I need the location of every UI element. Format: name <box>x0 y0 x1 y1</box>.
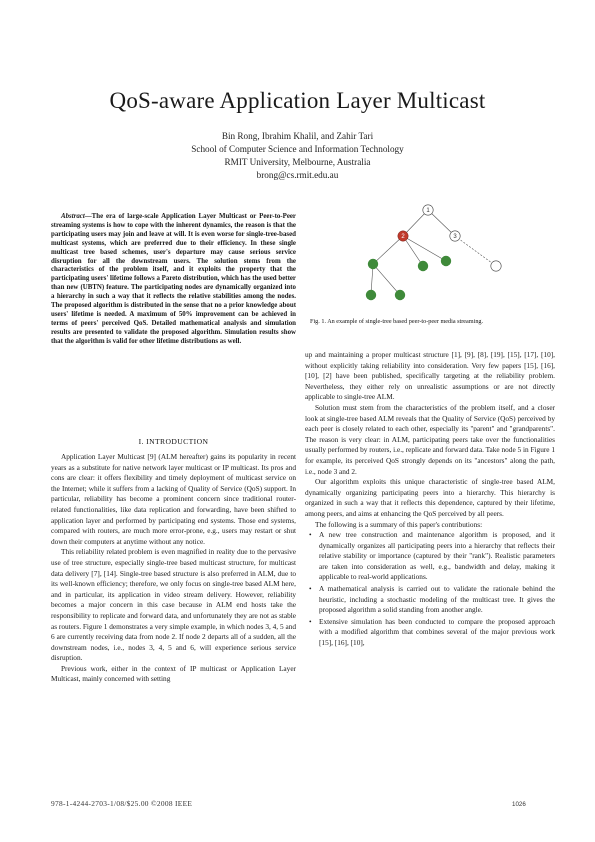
abstract-text: —The era of large-scale Application Layer Multicast or Peer-to-Peer streaming systems is how to cope with the inherent dynamics, the reason is that the participating users may join and leave at will. It is even worse for single-tree-based multicast systems, which are preferred due to their efficiency. In these single multicast tree based schemes, user's departure may cause serious service disruption for all the downstream users. The solution stems from the characteristics of the problem itself, and it exploits the property that the participating users' lifetime follows a Pareto distribution, which has the used better than new (UBTN) feature. The participating nodes are dynamically organized into a hierarchy in such a way that it reflects the relative stabilities among the nodes. The proposed algorithm is distributed in the sense that no a prior knowledge about users' lifetime is needed. A maximum of 50% improvement can be achieved in terms of peers' perceived QoS. Detailed mathematical analysis and simulation results are presented to validate the proposed algorithm. Simulation results show that the algorithm is valid for other lifetime distributions as well. <box>51 213 296 345</box>
abstract-lead: Abstract <box>61 213 85 220</box>
list-item: • A new tree construction and maintenance algorithm is proposed, and it dynamically organizes all participating peers into a hierarchy that reflects their relative stability or importance (captured by their "rank"). Realistic parameters are taken into consideration as well, e.g., bandwidth and delay, making it applicable to real-world applications. <box>319 530 555 583</box>
tree-node-label: 1 <box>426 208 430 215</box>
figure-1-tree-diagram <box>305 198 555 308</box>
tree-node-label: 2 <box>401 234 405 241</box>
tree-node-4 <box>368 259 378 269</box>
section-heading-introduction: I. INTRODUCTION <box>138 437 209 446</box>
author-block <box>0 130 595 182</box>
paragraph: The following is a summary of this paper's contributions: <box>315 519 483 529</box>
tree-edge <box>403 236 446 261</box>
tree-node-8 <box>366 290 376 300</box>
tree-node-5 <box>418 261 428 271</box>
tree-node-label: 3 <box>453 234 457 241</box>
abstract <box>51 213 296 347</box>
paragraph: Solution must stem from the characteristics of the problem itself, and a closer look at single-tree based ALM reveals that the Quality of Service (QoS) perceived by each peer is closely related to each other, especially its "parent" and "grandparents". The reason is very clear: in ALM, participating peers take over the functionalities usually performed by routers, i.e., replicate and forward data. Take node 5 in Figure 1 for example, its perceived QoS strongly depends on its "ancestors" along the path, i.e., node 3 and 2. <box>305 402 555 476</box>
contributions-list <box>305 530 555 649</box>
paragraph: This reliability related problem is even magnified in reality due to the pervasive use of tree structure, especially single-tree based multicast structure, for multicast data delivery [7], [14]. Single-tree based structure is also preferred in ALM, due to its well-known efficiency; therefore, we only focus on single-tree based ALM here, and in particular, its application in video stream delivery. However, reliability becomes a major concern in this case because in ALM end hosts take the responsibility to replicate and forward data, and unfortunately they are not as stable as routers. Figure 1 demonstrates a very simple example, in which nodes 3, 4, 5 and 6 are currently receiving data from node 2. If node 2 departs all of a sudden, all the downstream nodes, i.e., nodes 3, 4, 5 and 6, will experience serious service disruption. <box>51 547 296 663</box>
paragraph: Application Layer Multicast [9] (ALM hereafter) gains its popularity in recent years as a substitute for native network layer multicast or IP multicast. Its pros and cons are clear: it offers flexibility and timely deployment of multicast service on the Internet; while it suffers from a lacking of Quality of Service (QoS) support. In particular, reliability has become a prominent concern since traditional router-related functionalities, like data replication and forwarding, have been shifted to application layer and performed by participating end systems. Those end systems, compared with routers, are much more error-prone, e.g., users may restart or shut down their computers at anytime without any notice. <box>51 452 296 546</box>
author-names: Bin Rong, Ibrahim Khalil, and Zahir Tari <box>221 131 374 141</box>
author-affiliation: School of Computer Science and Information Technology <box>191 144 404 154</box>
paragraph: Our algorithm exploits this unique characteristic of single-tree based ALM, dynamically organizing participating peers into a hierarchy. This hierarchy is organized in such a way that it reflects this dependence, captured by their lifetime, among peers, and aims at enhancing the QoS perceived by all peers. <box>305 477 555 518</box>
tree-edge <box>373 236 403 264</box>
introduction-left-column <box>51 452 296 685</box>
tree-node-6 <box>441 256 451 266</box>
author-email: brong@cs.rmit.edu.au <box>256 170 339 180</box>
tree-edge <box>373 264 400 295</box>
list-item: • Extensive simulation has been conducted to compare the proposed approach with a modified algorithm that combines several of the major previous work [15], [16], [10], <box>319 617 555 649</box>
author-university: RMIT University, Melbourne, Australia <box>224 157 371 167</box>
tree-node-7 <box>491 261 501 271</box>
tree-edge <box>455 236 496 266</box>
paper-title: QoS-aware Application Layer Multicast <box>109 88 486 113</box>
page-number: 1026 <box>512 801 526 808</box>
paragraph: up and maintaining a proper multicast structure [1], [9], [8], [19], [15], [17], [10], without explicitly taking reliability into consideration. Very few papers [15], [16], [10], [2] have been published, specifically targeting at the reliability problem. Nevertheless, they either rely on unrealistic assumptions or are not directly applicable to single-tree ALM. <box>305 350 555 402</box>
tree-edge <box>428 210 455 236</box>
figure-1-caption: Fig. 1. An example of single-tree based peer-to-peer media streaming. <box>310 318 484 325</box>
list-item: • A mathematical analysis is carried out to validate the rationale behind the heuristic, including a stochastic modeling of the multicast tree. It gives the proposed algorithm a solid standing from another angle. <box>319 584 555 616</box>
tree-node-9 <box>395 290 405 300</box>
introduction-right-column <box>305 350 555 650</box>
paragraph: Previous work, either in the context of IP multicast or Application Layer Multicast, mainly concerned with setting <box>51 663 296 684</box>
copyright-line: 978-1-4244-2703-1/08/$25.00 ©2008 IEEE <box>51 799 193 808</box>
